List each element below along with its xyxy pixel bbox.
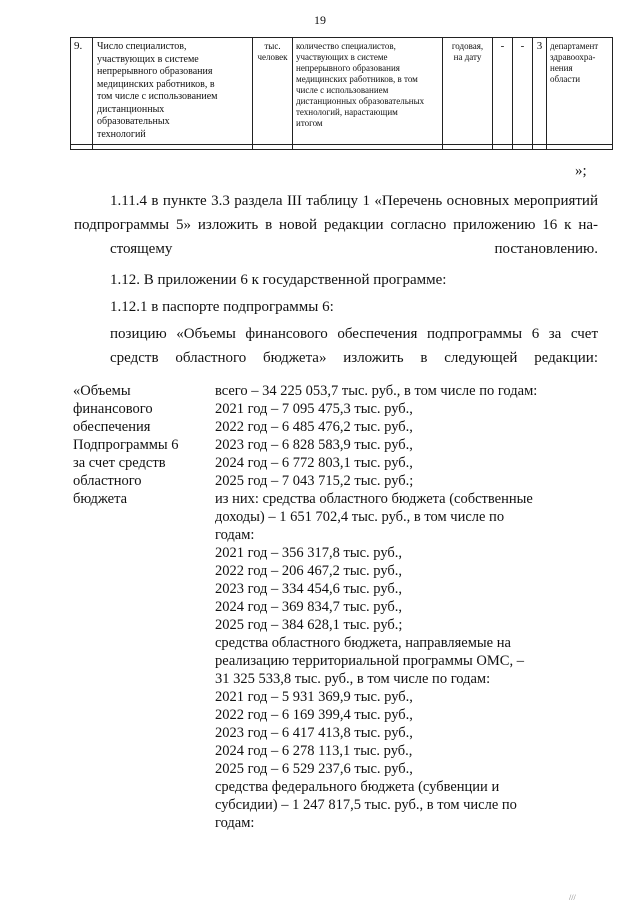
method-cell: количество специалистов, участвующих в системе непрерывного образования медицинских работников, в том числе с использованием дистанционных образовательных технологий, нарастающим итогом — [293, 38, 443, 145]
table-row — [71, 38, 613, 145]
indicator-name: Число специалистов, участвующих в системе непрерывного образования медицинских работников, в том числе с использованием дистанционных образовательных технологий — [93, 38, 253, 145]
table-spacer-row — [71, 145, 613, 150]
value-cell: 3 — [533, 38, 547, 145]
passport-label: «Объемы финансового обеспечения Подпрограммы 6 за счет средств областного бюджета — [73, 383, 179, 507]
responsible-cell: департамент здравоохра- нения области — [547, 38, 613, 145]
paragraph-position: позицию «Объемы финансового обеспечения подпрограммы 6 за счет средств областного бюджета» изложить в следующей редакции: — [110, 326, 598, 366]
closing-quote: »; — [575, 163, 587, 179]
corner-mark: /// — [569, 893, 576, 902]
value-cell: - — [513, 38, 533, 145]
paragraph-1-12-1: 1.12.1 в паспорте подпрограммы 6: — [110, 299, 334, 315]
row-number: 9. — [71, 38, 93, 145]
indicator-table — [70, 37, 613, 150]
page-number: 19 — [314, 13, 326, 27]
passport-values: всего – 34 225 053,7 тыс. руб., в том числе по годам: 2021 год – 7 095 475,3 тыс. руб., 2022 год – 6 485 476,2 тыс. руб., 2023 год – 6 828 583,9 тыс. руб., 2024 год – 6 772 803,1 тыс. руб., 2025 год – 7 043 715,2 тыс. руб.; из них: средства областного бюджета (собственные доходы) – 1 651 702,4 тыс. руб., в том числе по годам: 2021 год – 356 317,8 тыс. руб., 2022 год – 206 467,2 тыс. руб., 2023 год – 334 454,6 тыс. руб., 2024 год – 369 834,7 тыс. руб., 2025 год – 384 628,1 тыс. руб.; средства областного бюджета, направляемые на реализацию территориальной программы ОМС, – 31 325 533,8 тыс. руб., в том числе по годам: 2021 год – 5 931 369,9 тыс. руб., 2022 год – 6 169 399,4 тыс. руб., 2023 год – 6 417 413,8 тыс. руб., 2024 год – 6 278 113,1 тыс. руб., 2025 год – 6 529 237,6 тыс. руб., средства федерального бюджета (субвенции и субсидии) – 1 247 817,5 тыс. руб., в том числе по годам: — [215, 383, 538, 831]
paragraph-1-12: 1.12. В приложении 6 к государственной программе: — [110, 272, 447, 288]
period-cell: годовая, на дату — [443, 38, 493, 145]
paragraph-1-11-4: 1.11.4 в пункте 3.3 раздела III таблицу 1 «Перечень основных мероприятий подпрограммы 5» изложить в новой редакции согласно приложению 16 к на- стоящему постановлению. — [74, 193, 598, 257]
value-cell: - — [493, 38, 513, 145]
unit-cell: тыс. человек — [253, 38, 293, 145]
